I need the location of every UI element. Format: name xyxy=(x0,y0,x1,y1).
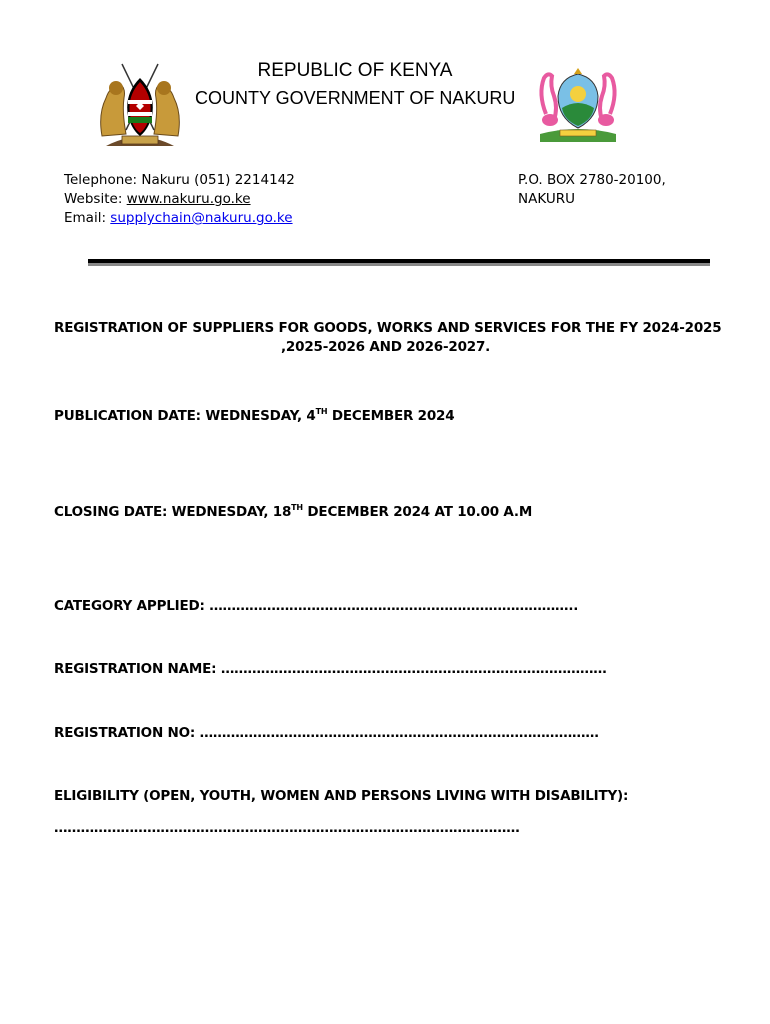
registration-name-field: REGISTRATION NAME: …………………………………………………………………………… xyxy=(54,661,607,677)
registration-no-field: REGISTRATION NO: ……………………………………………………………………………… xyxy=(54,725,599,741)
telephone-text: Telephone: Nakuru (051) 2214142 xyxy=(64,172,295,188)
publication-date-sup: TH xyxy=(315,407,328,416)
closing-date-suffix: DECEMBER 2024 AT 10.00 A.M xyxy=(302,504,533,520)
header-divider xyxy=(88,259,710,263)
contact-block-right xyxy=(518,171,666,209)
publication-date-suffix: DECEMBER 2024 xyxy=(327,408,455,424)
closing-date-sup: TH xyxy=(291,503,303,512)
publication-date xyxy=(54,407,454,424)
town-text: NAKURU xyxy=(518,191,575,207)
page-subtitle: COUNTY GOVERNMENT OF NAKURU xyxy=(195,88,516,108)
eligibility-blank: …………………………………………………………………………………………… xyxy=(54,820,520,836)
registration-heading-line2: ,2025-2026 AND 2026-2027. xyxy=(281,339,491,355)
eligibility-label: ELIGIBILITY (OPEN, YOUTH, WOMEN AND PERSONS LIVING WITH DISABILITY): xyxy=(54,788,629,804)
website-label: Website: xyxy=(64,191,127,207)
contact-block-left xyxy=(64,171,295,228)
publication-date-prefix: PUBLICATION DATE: WEDNESDAY, 4 xyxy=(54,408,316,424)
po-box-text: P.O. BOX 2780-20100, xyxy=(518,172,666,188)
email-label: Email: xyxy=(64,210,111,226)
category-applied-field: CATEGORY APPLIED: ……………………………………………………………………….. xyxy=(54,598,579,614)
email-line xyxy=(64,209,295,228)
email-link[interactable]: supplychain@nakuru.go.ke xyxy=(110,210,293,226)
closing-date-prefix: CLOSING DATE: WEDNESDAY, 18 xyxy=(54,504,292,520)
registration-heading-line1: REGISTRATION OF SUPPLIERS FOR GOODS, WORKS AND SERVICES FOR THE FY 2024-2025 xyxy=(54,320,722,336)
website-line xyxy=(64,190,295,209)
closing-date xyxy=(54,503,532,520)
website-link[interactable]: www.nakuru.go.ke xyxy=(126,191,251,207)
page-title: REPUBLIC OF KENYA xyxy=(257,60,453,81)
